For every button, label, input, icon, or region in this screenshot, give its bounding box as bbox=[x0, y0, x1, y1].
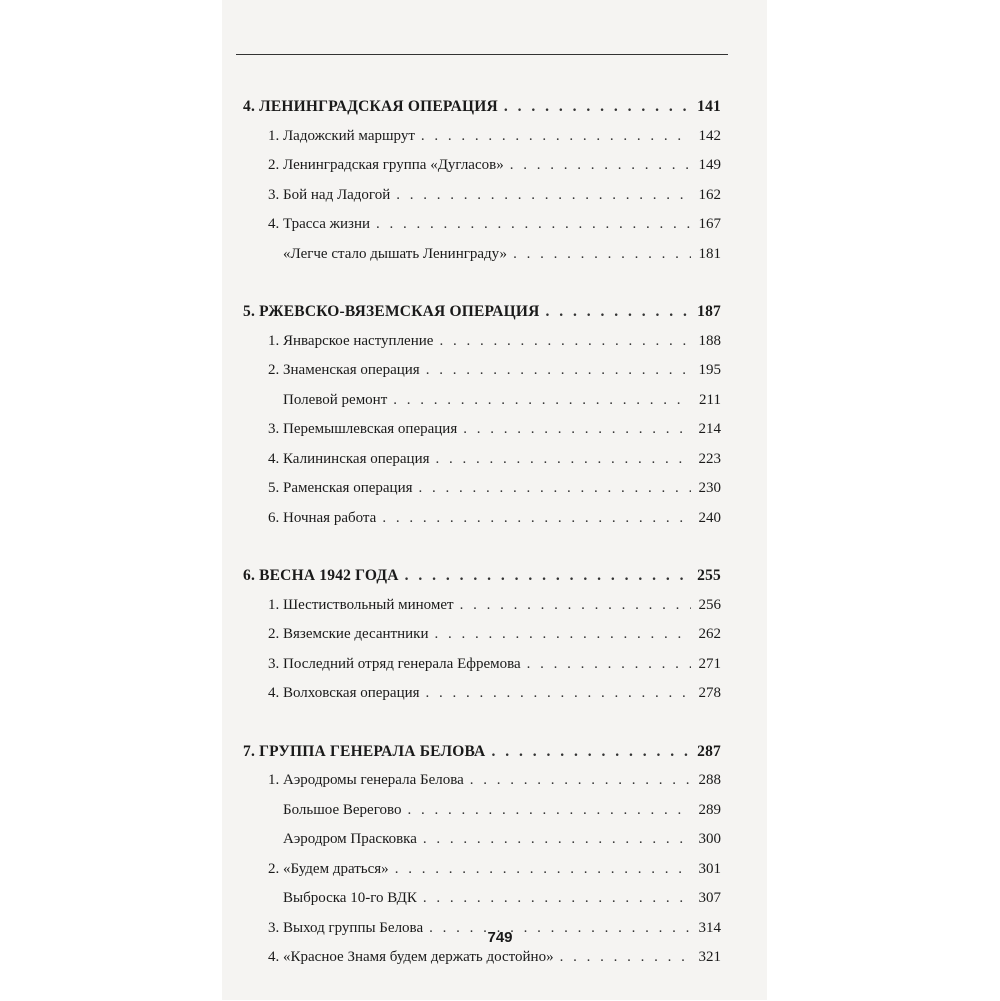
entry-title: 1. Аэродромы генерала Белова bbox=[268, 772, 464, 788]
toc-section bbox=[243, 92, 721, 269]
chapter-heading bbox=[243, 297, 721, 327]
entry-page-number: 149 bbox=[698, 157, 721, 173]
dot-leader bbox=[393, 386, 691, 416]
dot-leader bbox=[504, 92, 691, 122]
toc-section bbox=[243, 297, 721, 533]
dot-leader bbox=[470, 766, 691, 796]
dot-leader bbox=[426, 356, 691, 386]
dot-leader bbox=[423, 825, 691, 855]
toc-entry bbox=[243, 884, 721, 914]
toc-entry bbox=[243, 327, 721, 357]
entry-title: 1. Январское наступление bbox=[268, 332, 434, 349]
entry-page-number: 141 bbox=[697, 98, 721, 115]
chapter-heading bbox=[243, 561, 721, 591]
entry-title: 7. ГРУППА ГЕНЕРАЛА БЕЛОВА bbox=[243, 742, 486, 760]
chapter-heading bbox=[243, 92, 721, 122]
entry-page-number: 240 bbox=[698, 509, 721, 526]
toc-entry bbox=[243, 240, 721, 270]
dot-leader bbox=[376, 210, 691, 240]
toc-entry bbox=[243, 415, 721, 445]
dot-leader bbox=[560, 943, 691, 973]
dot-leader bbox=[423, 884, 691, 914]
entry-title: 6. ВЕСНА 1942 ГОДА bbox=[243, 567, 399, 584]
entry-title: 2. Вяземские десантники bbox=[268, 626, 429, 642]
entry-page-number: 288 bbox=[698, 772, 721, 788]
dot-leader bbox=[434, 620, 691, 650]
dot-leader bbox=[382, 504, 691, 534]
entry-title: Аэродром Прасковка bbox=[283, 831, 417, 847]
dot-leader bbox=[419, 474, 692, 504]
entry-page-number: 214 bbox=[698, 421, 721, 437]
entry-title: 4. ЛЕНИНГРАДСКАЯ ОПЕРАЦИЯ bbox=[243, 98, 498, 115]
toc-entry bbox=[243, 796, 721, 826]
dot-leader bbox=[436, 445, 691, 475]
toc-entry bbox=[243, 943, 721, 973]
toc-entry bbox=[243, 825, 721, 855]
entry-title: 3. Последний отряд генерала Ефремова bbox=[268, 655, 521, 672]
toc-entry bbox=[243, 356, 721, 386]
entry-page-number: 230 bbox=[698, 480, 721, 496]
toc-entry bbox=[243, 591, 721, 621]
entry-page-number: 314 bbox=[698, 919, 721, 936]
entry-page-number: 278 bbox=[698, 685, 721, 701]
entry-title: 4. Волховская операция bbox=[268, 685, 420, 701]
header-rule bbox=[236, 54, 728, 55]
entry-title: 3. Выход группы Белова bbox=[268, 919, 424, 936]
chapter-heading bbox=[243, 737, 721, 767]
page-number: 749 bbox=[487, 929, 513, 946]
dot-leader bbox=[426, 679, 691, 709]
entry-page-number: 195 bbox=[698, 362, 721, 378]
entry-page-number: 262 bbox=[698, 626, 721, 642]
entry-title: 3. Перемышлевская операция bbox=[268, 421, 458, 437]
entry-page-number: 289 bbox=[698, 801, 721, 818]
entry-title: 5. РЖЕВСКО-ВЯЗЕМСКАЯ ОПЕРАЦИЯ bbox=[243, 303, 540, 320]
dot-leader bbox=[421, 122, 691, 152]
toc-entry bbox=[243, 620, 721, 650]
entry-title: 3. Бой над Ладогой bbox=[268, 186, 391, 203]
entry-title: 1. Шестиствольный миномет bbox=[268, 596, 454, 613]
entry-title: 2. Ленинградская группа «Дугласов» bbox=[268, 157, 504, 173]
entry-page-number: 301 bbox=[698, 860, 721, 877]
entry-title: 6. Ночная работа bbox=[268, 509, 377, 526]
entry-page-number: 307 bbox=[698, 890, 721, 906]
toc-section bbox=[243, 561, 721, 709]
dot-leader bbox=[396, 181, 691, 211]
dot-leader bbox=[395, 855, 691, 885]
entry-page-number: 271 bbox=[698, 655, 721, 672]
dot-leader bbox=[463, 415, 691, 445]
entry-title: 2. «Будем драться» bbox=[268, 860, 389, 877]
toc-entry bbox=[243, 650, 721, 680]
dot-leader bbox=[460, 591, 691, 621]
entry-page-number: 188 bbox=[698, 332, 721, 349]
entry-page-number: 167 bbox=[698, 216, 721, 232]
toc-entry bbox=[243, 855, 721, 885]
dot-leader bbox=[513, 240, 691, 270]
entry-page-number: 321 bbox=[698, 949, 721, 965]
entry-title: Полевой ремонт bbox=[283, 391, 388, 408]
toc-entry bbox=[243, 210, 721, 240]
entry-title: 4. Калининская операция bbox=[268, 450, 430, 467]
toc-entry bbox=[243, 679, 721, 709]
toc-entry bbox=[243, 474, 721, 504]
entry-title: 4. Трасса жизни bbox=[268, 216, 371, 232]
entry-page-number: 287 bbox=[697, 742, 721, 760]
entry-page-number: 187 bbox=[697, 303, 721, 320]
dot-leader bbox=[491, 737, 691, 767]
toc-entry bbox=[243, 151, 721, 181]
entry-page-number: 211 bbox=[699, 391, 721, 408]
entry-page-number: 255 bbox=[697, 567, 721, 584]
table-of-contents bbox=[243, 92, 721, 1001]
entry-title: 2. Знаменская операция bbox=[268, 362, 420, 378]
toc-entry bbox=[243, 386, 721, 416]
toc-entry bbox=[243, 181, 721, 211]
dot-leader bbox=[405, 561, 691, 591]
entry-title: Большое Верегово bbox=[283, 801, 402, 818]
toc-entry bbox=[243, 766, 721, 796]
toc-entry bbox=[243, 122, 721, 152]
dot-leader bbox=[527, 650, 691, 680]
entry-page-number: 300 bbox=[698, 831, 721, 847]
entry-page-number: 256 bbox=[698, 596, 721, 613]
dot-leader bbox=[407, 796, 691, 826]
dot-leader bbox=[510, 151, 691, 181]
entry-page-number: 223 bbox=[698, 450, 721, 467]
entry-title: Выброска 10-го ВДК bbox=[283, 890, 417, 906]
entry-page-number: 181 bbox=[698, 245, 721, 262]
entry-page-number: 142 bbox=[698, 127, 721, 144]
entry-title: 1. Ладожский маршрут bbox=[268, 127, 415, 144]
entry-title: 4. «Красное Знамя будем держать достойно» bbox=[268, 949, 554, 965]
toc-entry bbox=[243, 445, 721, 475]
entry-page-number: 162 bbox=[698, 186, 721, 203]
toc-entry bbox=[243, 504, 721, 534]
dot-leader bbox=[439, 327, 691, 357]
dot-leader bbox=[546, 297, 691, 327]
entry-title: «Легче стало дышать Ленинграду» bbox=[283, 245, 508, 262]
entry-title: 5. Раменская операция bbox=[268, 480, 413, 496]
